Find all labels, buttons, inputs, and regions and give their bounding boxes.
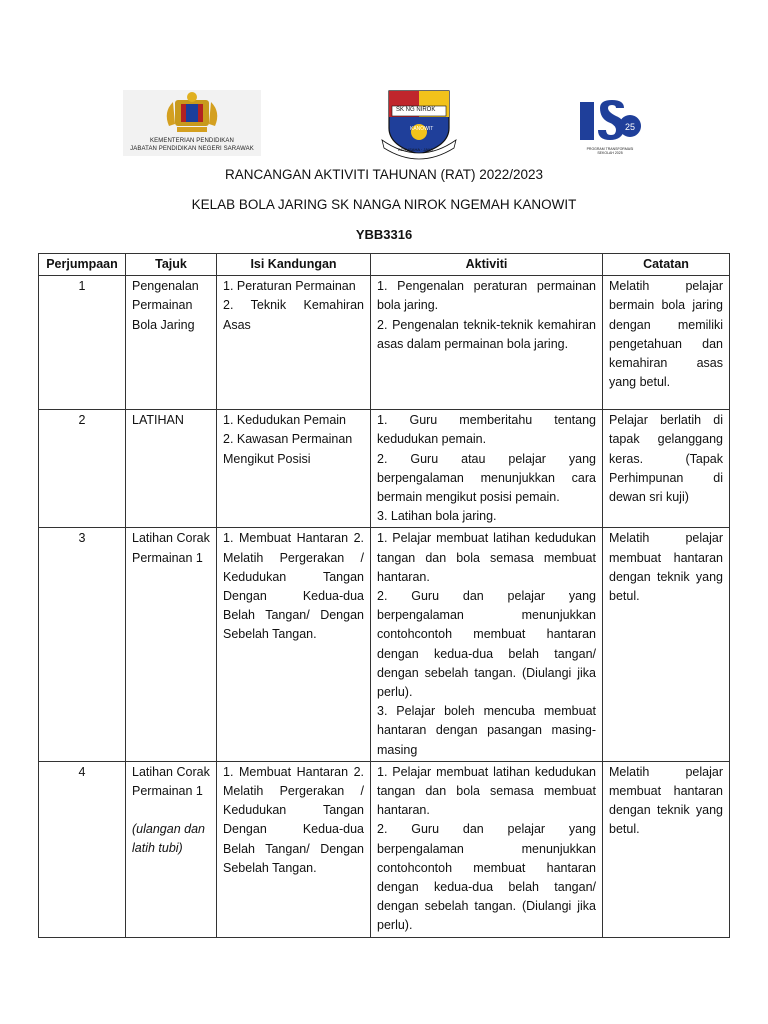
isi-item: 2. Kawasan Permainan Mengikut Posisi (223, 432, 353, 466)
aktiviti-item: 3. Latihan bola jaring. (377, 509, 497, 524)
cell-perjumpaan: 2 (39, 410, 126, 528)
column-header-tajuk: Tajuk (126, 254, 217, 276)
cell-catatan: Melatih pelajar membuat hantaran dengan teknik yang betul. (603, 761, 730, 937)
isi-item: 1. Kedudukan Pemain (223, 413, 347, 428)
aktiviti-item: 1. Pelajar membuat latihan kedudukan tangan dan bola semasa membuat hantaran. (377, 764, 596, 818)
cell-aktiviti (371, 761, 603, 937)
kpm-line2: JABATAN PENDIDIKAN NEGERI SARAWAK (130, 146, 254, 152)
cell-tajuk: LATIHAN (126, 410, 217, 528)
document-code: YBB3316 (355, 227, 413, 242)
cell-perjumpaan: 1 (39, 276, 126, 410)
kpm-line1: KEMENTERIAN PENDIDIKAN (150, 138, 234, 144)
cell-catatan: Melatih pelajar membuat hantaran dengan teknik yang betul. (603, 528, 730, 761)
activity-table (38, 253, 730, 938)
isi-item: 2. Teknik Kemahiran Asas (223, 298, 364, 332)
isi-item: 1. Peraturan Permainan (223, 279, 356, 294)
aktiviti-item: 2. Pengenalan teknik-teknik kemahiran asas dalam permainan bola jaring. (377, 317, 596, 351)
sts-caption: PROGRAM TRANSFORMASI SEKOLAH 2025 (586, 147, 634, 155)
aktiviti-item: 2. Guru atau pelajar yang berpengalaman menunjukkan cara bermain mengikut posisi pemain. (377, 451, 596, 505)
sts-logo (576, 96, 644, 156)
table-row (39, 276, 730, 410)
svg-text:25: 25 (624, 122, 636, 132)
cell-isi-kandungan: 1. Membuat Hantaran 2. Melatih Pergerakan / Kedudukan Tangan Dengan Kedua-dua Belah Tangan/ Dengan Sebelah Tangan. (217, 528, 371, 761)
table-row (39, 761, 730, 937)
cell-tajuk (126, 761, 217, 937)
table-header-row (39, 254, 730, 276)
aktiviti-item: 1. Pengenalan peraturan permainan bola jaring. (377, 279, 596, 313)
column-header-aktiviti: Aktiviti (371, 254, 603, 276)
document-subtitle: KELAB BOLA JARING SK NANGA NIROK NGEMAH KANOWIT (191, 197, 577, 212)
kpm-logo (123, 90, 261, 156)
tajuk-note: (ulangan dan latih tubi) (132, 822, 205, 856)
column-header-catatan: Catatan (603, 254, 730, 276)
cell-aktiviti (371, 410, 603, 528)
cell-perjumpaan: 4 (39, 761, 126, 937)
cell-perjumpaan: 3 (39, 528, 126, 761)
cell-tajuk: Pengenalan Permainan Bola Jaring (126, 276, 217, 410)
cell-isi-kandungan (217, 410, 371, 528)
school-crest-name: SK NG NIROK (396, 107, 436, 113)
column-header-perjumpaan: Perjumpaan (39, 254, 126, 276)
cell-catatan: Melatih pelajar bermain bola jaring dengan memiliki pengetahuan dan kemahiran asas yang betul. (603, 276, 730, 410)
table-row (39, 528, 730, 761)
sts-emblem-icon (576, 96, 644, 146)
aktiviti-item: 2. Guru dan pelajar yang berpengalaman menunjukkan contohcontoh membuat hantaran dengan kedua-dua belah tangan/ dengan sebelah tangan. (Diulangi jika perlu). (377, 589, 596, 700)
school-crest-motto: BERUSAHA · JAYA (398, 147, 433, 152)
logo-row (0, 88, 768, 160)
aktiviti-item: 1. Guru memberitahu tentang kedudukan pemain. (377, 413, 596, 447)
document-title: RANCANGAN AKTIVITI TAHUNAN (RAT) 2022/2023 (224, 167, 544, 182)
aktiviti-item: 2. Guru dan pelajar yang berpengalaman menunjukkan contohcontoh membuat hantaran dengan kedua-dua belah tangan/ dengan sebelah tangan. (Diulangi jika perlu). (377, 822, 596, 933)
school-crest (376, 88, 462, 160)
cell-isi-kandungan (217, 276, 371, 410)
cell-aktiviti (371, 528, 603, 761)
tajuk-text: Latihan Corak Permainan 1 (132, 764, 210, 799)
aktiviti-item: 1. Pelajar membuat latihan kedudukan tangan dan bola semasa membuat hantaran. (377, 531, 596, 584)
cell-tajuk: Latihan Corak Permainan 1 (126, 528, 217, 761)
table-row (39, 410, 730, 528)
school-crest-place: KANOWIT (410, 126, 434, 132)
coat-of-arms-icon (123, 90, 261, 136)
cell-aktiviti (371, 276, 603, 410)
cell-isi-kandungan: 1. Membuat Hantaran 2. Melatih Pergerakan / Kedudukan Tangan Dengan Kedua-dua Belah Tangan/ Dengan Sebelah Tangan. (217, 761, 371, 937)
cell-catatan: Pelajar berlatih di tapak gelanggang keras. (Tapak Perhimpunan di dewan sri kuji) (603, 410, 730, 528)
aktiviti-item: 3. Pelajar boleh mencuba membuat hantaran dengan pasangan masing-masing (377, 704, 596, 757)
column-header-isi-kandungan: Isi Kandungan (217, 254, 371, 276)
